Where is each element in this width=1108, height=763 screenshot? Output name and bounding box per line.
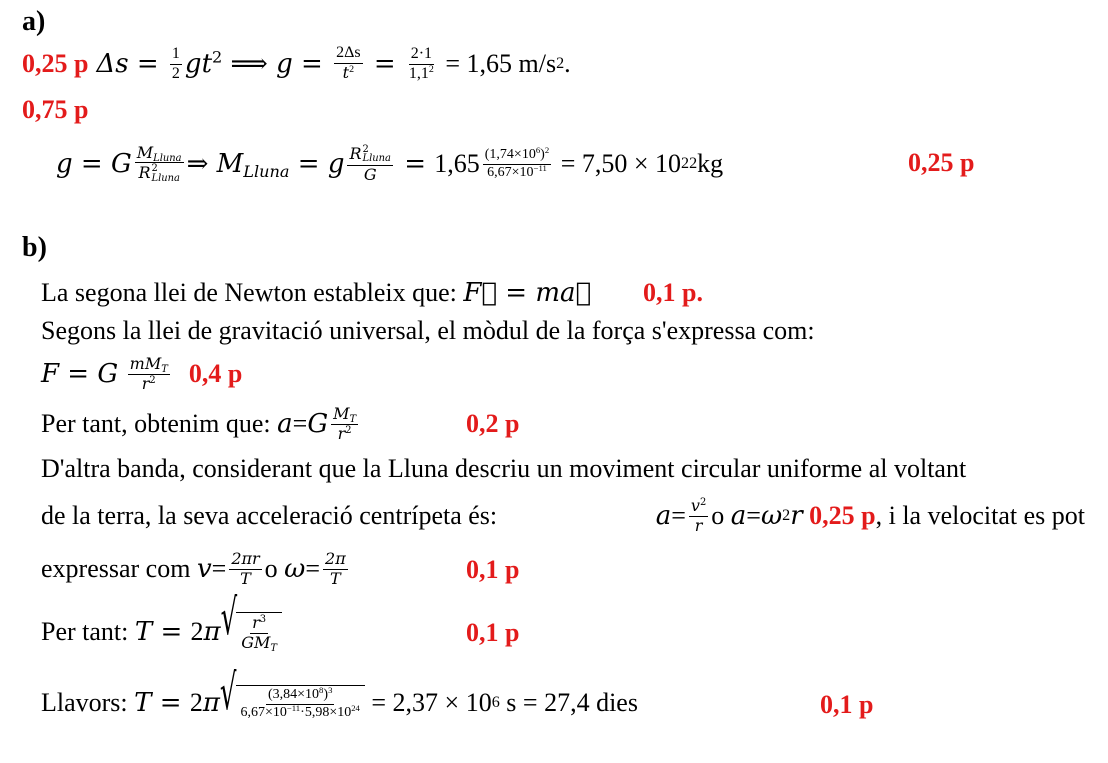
gravitation-formula: F = G $mM_T$ $r^2$ 0,4 p [41,353,243,393]
points-label: 0,2 p [466,409,520,438]
points-label: 0,25 p [908,148,975,177]
acceleration-formula: Per tant, obtenim que: a = G $M_T$ $r^2$ [41,403,357,443]
points-label: 0,25 p [809,501,876,530]
free-fall-result: = 1,65 m/s [445,49,557,78]
fraction-r2-over-g: R 2 Lluna G [349,143,391,184]
period-result: Llavors: T = 2 π √ $(3,84\times 10^8)^3$ $6,67\times 10^{-11}\cdot 5,98\times 10^{24}$ = 2,37 × 10 6 s = 27,4 dies [41,665,638,723]
fraction-numeric: $\frac{2\cdot 1}{1,1^2}$ [408,44,434,82]
fraction-m-over-r2: $M_{Lluna}$ R 2 Lluna [136,142,182,184]
fraction-half: $\frac{1}{2}$ [171,44,180,82]
eq-free-fall: 0,25 p Δs = $\frac{1}{2}$ $gt^2$ ⟹ g = $\frac{2\Delta s}{t^2}$ = $\frac{2\cdot 1}{1,1^2}$ = 1,65 m/s 2 . [22,44,571,82]
implies-symbol: ⟹ [230,49,268,79]
points-label: 0,4 p [188,359,243,388]
section-b-heading: b) [22,232,47,263]
points-label: 0,1 p [466,618,520,647]
fraction-mmt-r2: $mM_T$ $r^2$ [129,353,168,393]
centripetal-acceleration: de la terra, la seva acceleració centrípeta és: a = $v^2$ r o a = ω 2 r 0,25 p , i la velocitat es pot [41,495,1085,535]
circular-motion-text: D'altra banda, considerant que la Lluna descriu un moviment circular uniforme al voltant [41,454,967,483]
square-root: √ $r^3$ $GM_T$ [221,612,282,652]
points-label: 0,25 p [22,49,89,78]
points-label: 0,75 p [22,95,89,124]
delta-s: Δs [96,49,129,79]
points-label: 0,1 p [466,555,520,584]
points-label: 0,1 p [820,690,874,719]
gravitation-text: Segons la llei de gravitació universal, el mòdul de la força s'expressa com: [41,316,815,345]
section-a-heading: a) [22,6,46,37]
velocity-formula: expressar com v = 2πr T o ω = 2π T [41,548,346,588]
points-label: 0,1 p. [643,278,703,307]
fraction-2pi-t: 2π T [325,548,346,588]
fraction-v2-r: $v^2$ r [690,495,707,535]
newton-second-law: La segona llei de Newton estableix que: F⃗ = ma⃗ [41,278,592,308]
fraction-moon-values: $(1,74\times 10^6)^2$ $6,67\times 10^{-11}$ [484,144,550,180]
period-formula: Per tant: T = 2 π √ $r^3$ $GM_T$ [41,602,282,662]
g-symbol: g [276,49,293,79]
fraction-mt-r2: $M_T$ $r^2$ [333,403,357,443]
moon-mass-result: = 7,50 × 10 [560,149,682,178]
fraction-2pir-t: 2πr T [231,548,260,588]
implies-symbol: ⇒ [186,149,209,179]
square-root: √ $(3,84\times 10^8)^3$ $6,67\times 10^{-11}\cdot 5,98\times 10^{24}$ [220,685,365,720]
fraction-2ds-t2: $\frac{2\Delta s}{t^2}$ [336,44,361,82]
eq-moon-mass: g = G $M_{Lluna}$ R 2 Lluna ⇒ $M_{Lluna}$ = g R 2 Lluna G = 1,65 $(1,74\times 10^6)^2$ $6,67\times 10^{-11}$ = 7,50 × 10 22 kg [56,142,724,184]
